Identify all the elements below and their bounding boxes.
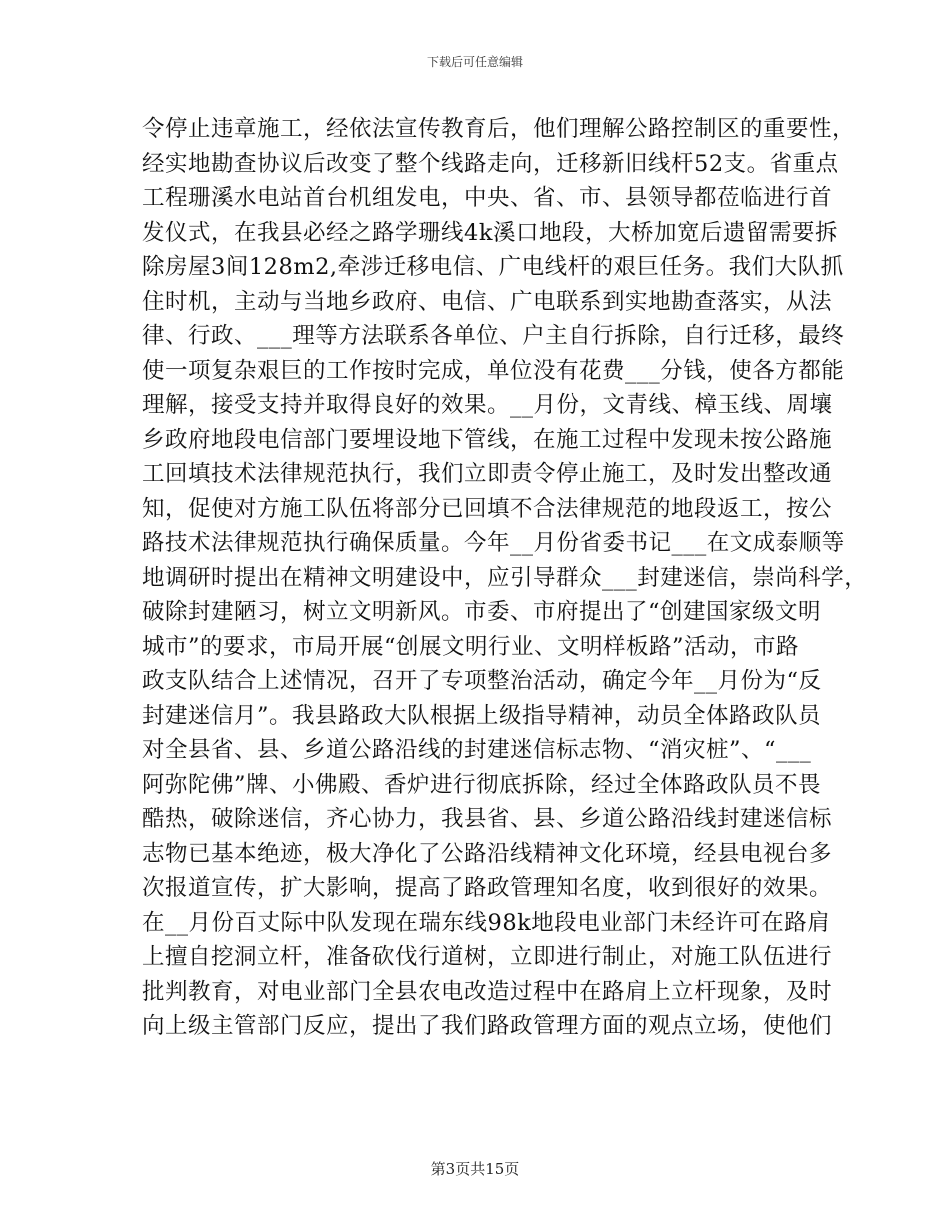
text-line: 阿弥陀佛”牌、小佛殿、香炉进行彻底拆除，经过全体路政队员不畏 [142,771,822,798]
text-line: 对全县省、县、乡道公路沿线的封建迷信标志物、“消灾桩”、“___ [142,737,812,763]
text-line: 批判教育，对电业部门全县农电改造过程中在路肩上立杆现象，及时 [142,978,833,1005]
text-line: 向上级主管部门反应，提出了我们路政管理方面的观点立场，使他们 [142,1013,833,1039]
text-line: 经实地勘查协议后改变了整个线路走向，迁移新旧线杆52支。省重点 [142,150,839,177]
text-line: 志物已基本绝迹，极大净化了公路沿线精神文化环境，经县电视台多 [142,840,833,867]
text-line: 使一项复杂艰巨的工作按时完成，单位没有花费___分钱，使各方都能 [142,357,845,384]
page-header-note: 下载后可任意编辑 [426,55,523,69]
text-line: 城市”的要求，市局开展“创展文明行业、文明样板路”活动，市路 [142,633,800,660]
text-line: 乡政府地段电信部门要埋设地下管线，在施工过程中发现未按公路施 [142,426,833,453]
text-line: 住时机，主动与当地乡政府、电信、广电联系到实地勘查落实，从法 [142,288,833,315]
text-line: 地调研时提出在精神文明建设中，应引导群众___封建迷信，崇尚科学， [142,564,868,591]
text-line: 律、行政、___理等方法联系各单位、户主自行拆除，自行迁移，最终 [142,323,845,349]
text-line: 封建迷信月”。我县路政大队根据上级指导精神，动员全体路政队员 [142,702,822,729]
text-line: 次报道宣传，扩大影响，提高了路政管理知名度，收到很好的效果。 [142,875,833,901]
text-line: 政支队结合上述情况，召开了专项整治活动，确定今年__月份为“反 [142,668,822,694]
text-line: 在__月份百丈际中队发现在瑞东线98k地段电业部门未经许可在路肩 [142,909,831,936]
text-line: 酷热，破除迷信，齐心协力，我县省、县、乡道公路沿线封建迷信标 [142,806,833,832]
text-line: 理解，接受支持并取得良好的效果。__月份，文青线、樟玉线、周壤 [142,392,833,418]
text-line: 知，促使对方施工队伍将部分已回填不合法律规范的地段返工，按公 [142,495,833,522]
text-line: 工程珊溪水电站首台机组发电，中央、省、市、县领导都莅临进行首 [142,185,833,211]
page-number: 第3页共15页 [430,1160,520,1178]
text-line: 除房屋3间128m2,牵涉迁移电信、广电线杆的艰巨任务。我们大队抓 [142,254,844,280]
text-line: 发仪式，在我县必经之路学珊线4k溪口地段，大桥加宽后遗留需要拆 [142,219,838,246]
text-line: 令停止违章施工，经依法宣传教育后，他们理解公路控制区的重要性， [142,116,856,142]
document-body [142,112,868,1044]
text-line: 路技术法律规范执行确保质量。今年__月份省委书记___在文成泰顺等 [142,530,845,556]
text-line: 上擅自挖洞立杆，准备砍伐行道树，立即进行制止，对施工队伍进行 [142,944,833,970]
text-line: 工回填技术法律规范执行，我们立即责令停止施工，及时发出整改通 [142,461,833,487]
text-line: 破除封建陋习，树立文明新风。市委、市府提出了“创建国家级文明 [142,599,822,625]
